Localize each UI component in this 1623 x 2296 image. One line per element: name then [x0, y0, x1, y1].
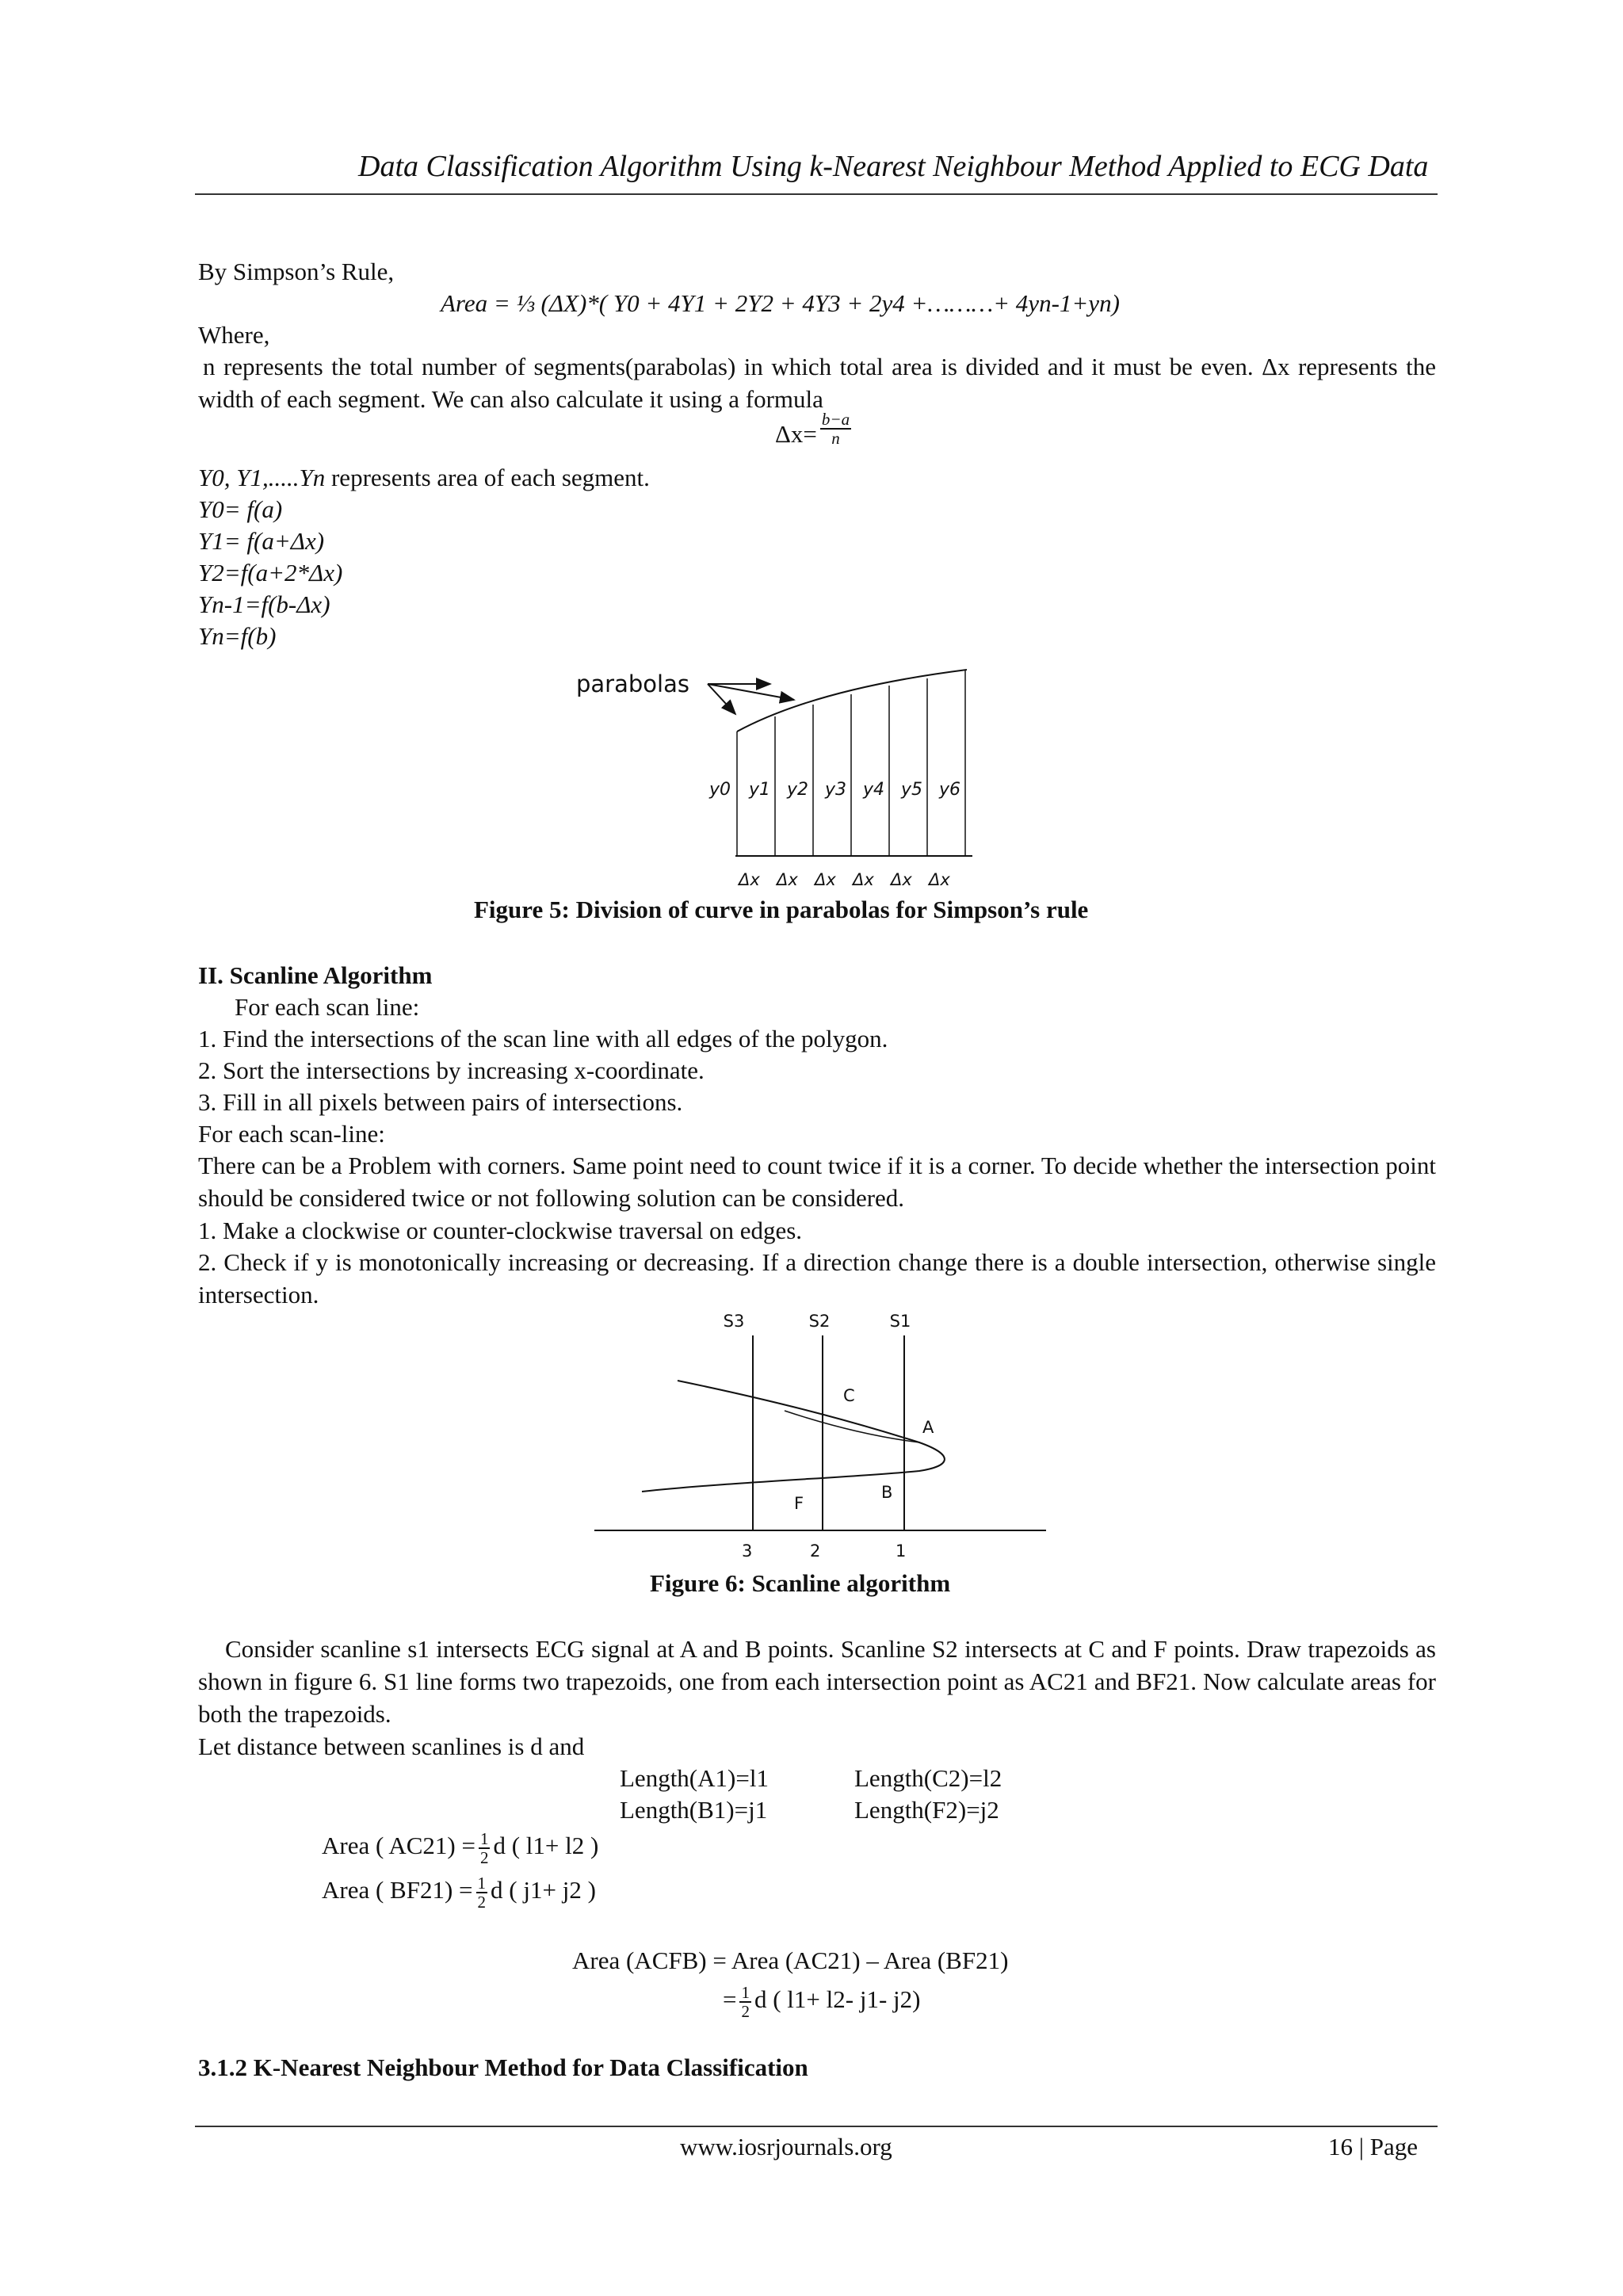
position-label-2: 2 [810, 1541, 821, 1561]
y-label-5: y5 [901, 780, 923, 800]
area-acfb-equation: Area (ACFB) = Area (AC21) – Area (BF21) [572, 1946, 1009, 1974]
scanline-heading: II. Scanline Algorithm [198, 961, 433, 989]
scanline-label-s3: S3 [723, 1312, 745, 1331]
y-label-4: y4 [863, 780, 885, 800]
footer-site: www.iosrjournals.org [680, 2133, 892, 2160]
dx-label-5: Δx [891, 870, 912, 889]
inner-curve [785, 1411, 919, 1442]
footer-page-number: 16 | Page [1328, 2133, 1418, 2160]
y-description-vars: Y0, Y1,.....Yn [198, 464, 326, 491]
dx-label-3: Δx [815, 870, 836, 889]
dx-label-4: Δx [853, 870, 874, 889]
curve [737, 670, 967, 732]
area-acfb-result [723, 1983, 920, 2020]
dx-formula [775, 409, 854, 455]
scanline-solution-2: 2. Check if y is monotonically increasing or decreasing. If a direction change there is a double intersection, otherwise single intersection. [198, 1248, 1436, 1308]
area-ac21-lhs: Area ( AC21) = [322, 1832, 475, 1859]
where-label: Where, [198, 321, 270, 349]
dx-denominator: n [831, 428, 840, 448]
figure-6-caption: Figure 6: Scanline algorithm [650, 1569, 951, 1597]
distance-statement: Let distance between scanlines is d and [198, 1733, 585, 1760]
point-a-label: A [922, 1418, 934, 1437]
y-label-6: y6 [939, 780, 961, 800]
area-acfb-rhs: d ( l1+ l2- j1- j2) [754, 1985, 921, 2013]
y-label-3: y3 [825, 780, 847, 800]
def-yn: Yn=f(b) [198, 622, 277, 650]
dx-lhs: Δx= [775, 420, 817, 448]
figure-5-diagram [563, 654, 1006, 900]
dx-label-1: Δx [739, 870, 760, 889]
half-fraction: $\frac{1}{2}$ [741, 1982, 750, 2021]
def-yn-1: Yn-1=f(b-Δx) [198, 590, 330, 618]
point-b-label: B [881, 1483, 893, 1502]
scanline-for-each: For each scan line: [235, 993, 420, 1021]
scanline-step-3: 3. Fill in all pixels between pairs of intersections. [198, 1088, 683, 1116]
y-description-text: represents area of each segment. [325, 464, 650, 491]
area-bf21-equation [322, 1874, 596, 1911]
length-f2: Length(F2)=j2 [854, 1796, 999, 1824]
area-ac21-equation [322, 1829, 598, 1866]
dx-label-6: Δx [929, 870, 950, 889]
simpson-formula: Area = ⅓ (ΔX)*( Y0 + 4Y1 + 2Y2 + 4Y3 + 2y4 +………+ 4yn-1+yn) [441, 289, 1120, 317]
area-paragraph: Consider scanline s1 intersects ECG signal at A and B points. Scanline S2 intersects at C and F points. Draw trapezoids as shown in figure 6. S1 line forms two trapezoids, one from each intersection point as AC21 and BF21. Now calculate areas for both the trapezoids. [198, 1635, 1436, 1728]
footer-rule [195, 2126, 1438, 2127]
figure-5-caption: Figure 5: Division of curve in parabolas for Simpson’s rule [474, 896, 1089, 923]
scanline-solution-1: 1. Make a clockwise or counter-clockwise traversal on edges. [198, 1217, 803, 1244]
dx-label-2: Δx [777, 870, 798, 889]
length-b1: Length(B1)=j1 [620, 1796, 768, 1824]
scanline-problem: There can be a Problem with corners. Same point need to count twice if it is a corner. To decide whether the intersection point should be considered twice or not following solution can be considered. [198, 1152, 1436, 1212]
def-y0: Y0= f(a) [198, 495, 283, 523]
simpson-intro: By Simpson’s Rule, [198, 258, 395, 285]
half-fraction: $\frac{1}{2}$ [477, 1873, 487, 1912]
y-label-2: y2 [787, 780, 809, 800]
scanline-step-2: 2. Sort the intersections by increasing x-coordinate. [198, 1056, 705, 1084]
scanline-for-each-2: For each scan-line: [198, 1120, 385, 1148]
area-acfb-equals: = [723, 1985, 737, 2013]
area-ac21-rhs: d ( l1+ l2 ) [493, 1832, 599, 1859]
scanline-label-s1: S1 [889, 1312, 911, 1331]
scanline-step-1: 1. Find the intersections of the scan line with all edges of the polygon. [198, 1025, 888, 1052]
area-bf21-rhs: d ( j1+ j2 ) [491, 1876, 596, 1904]
area-bf21-lhs: Area ( BF21) = [322, 1876, 473, 1904]
dx-numerator: b−a [821, 409, 850, 429]
y-label-0: y0 [709, 780, 731, 800]
half-fraction: $\frac{1}{2}$ [479, 1828, 489, 1867]
y-label-1: y1 [749, 780, 771, 800]
running-title: Data Classification Algorithm Using k-Nearest Neighbour Method Applied to ECG Data [358, 150, 1429, 183]
y-description [198, 461, 650, 495]
length-a1: Length(A1)=l1 [620, 1764, 769, 1792]
dx-fraction [820, 411, 851, 447]
scanline-label-s2: S2 [808, 1312, 831, 1331]
header-rule [195, 193, 1438, 195]
point-f-label: F [794, 1494, 804, 1513]
ecg-signal-curve [642, 1381, 945, 1492]
position-label-1: 1 [896, 1541, 907, 1561]
def-y2: Y2=f(a+2*Δx) [198, 559, 343, 586]
length-c2: Length(C2)=l2 [854, 1764, 1002, 1792]
def-y1: Y1= f(a+Δx) [198, 527, 325, 555]
position-label-3: 3 [742, 1541, 753, 1561]
knn-heading: 3.1.2 K-Nearest Neighbour Method for Data Classification [198, 2053, 808, 2081]
figure-6-diagram [586, 1308, 1062, 1569]
point-c-label: C [843, 1386, 855, 1405]
simpson-paragraph: n represents the total number of segments(parabolas) in which total area is divided and it must be even. Δx represents the width of each segment. We can also calculate it using a formula [198, 353, 1436, 413]
parabolas-label: parabolas [576, 670, 689, 697]
